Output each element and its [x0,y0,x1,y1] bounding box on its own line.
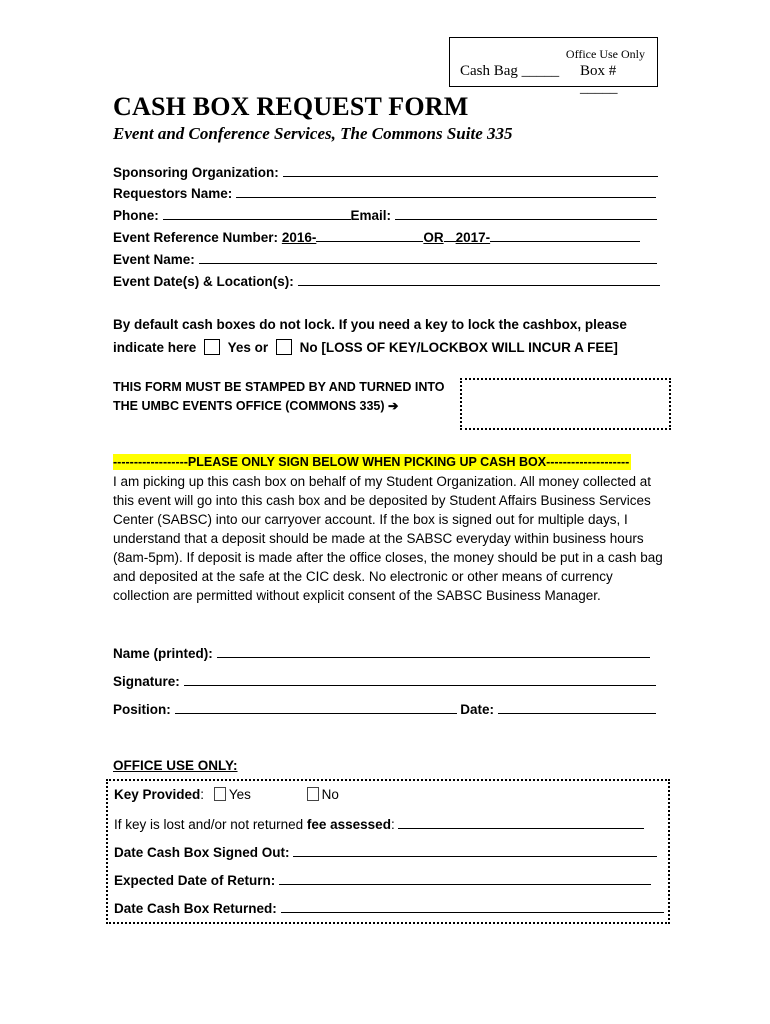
phone-label: Phone: [113,208,159,223]
position-input[interactable] [175,701,457,714]
name-printed-row [113,645,650,662]
date-label: Date: [460,702,495,717]
key-yes-checkbox[interactable] [214,787,226,801]
email-input[interactable] [395,207,657,220]
form-title: CASH BOX REQUEST FORM [113,92,469,121]
indicate-here-label: indicate here [113,340,197,355]
signed-out-input[interactable] [293,844,657,857]
event-ref-row [113,229,640,246]
lock-notice-line1: By default cash boxes do not lock. If you need a key to lock the cashbox, please [113,317,627,332]
event-name-input[interactable] [199,251,657,264]
office-use-label: Office Use Only [565,47,645,61]
stamp-notice-line2: THE UMBC EVENTS OFFICE (COMMONS 335) ➔ [113,399,399,413]
event-ref-spacer [444,229,456,242]
form-subtitle: Event and Conference Services, The Commons Suite 335 [113,124,513,143]
key-no-label: No [321,787,339,802]
office-use-box [449,37,658,96]
key-provided-colon: : [200,787,205,802]
event-name-label: Event Name: [113,252,195,267]
sponsoring-org-label: Sponsoring Organization: [113,165,279,180]
sign-below-banner: ------------------PLEASE ONLY SIGN BELOW WHEN PICKING UP CASH BOX-------------------- [113,455,630,469]
lock-yes-label: Yes or [227,340,269,355]
fee-assessed-input[interactable] [398,816,644,829]
signature-row [113,673,656,690]
email-label: Email: [350,208,392,223]
expected-return-row [114,872,651,888]
expected-return-input[interactable] [279,872,651,885]
returned-row [114,900,664,916]
expected-return-label: Expected Date of Return: [114,873,276,888]
lost-key-label: If key is lost and/or not returned [114,817,304,832]
key-provided-label: Key Provided [114,787,201,802]
fee-assessed-colon: : [390,817,395,832]
requestors-name-input[interactable] [236,185,656,198]
cash-bag-field[interactable]: Cash Bag _____ [460,63,560,79]
name-printed-label: Name (printed): [113,646,213,661]
fee-assessed-row [114,816,644,832]
box-number-field[interactable]: Box # _____ [580,63,618,96]
event-ref-2017-input[interactable] [490,229,640,242]
key-no-checkbox[interactable] [307,787,319,801]
agreement-statement: I am picking up this cash box on behalf of my Student Organization. All money collected at this event will go into this cash box and be deposited by Student Affairs Business Services Center (SABSC) into our carryover account. If the box is signed out for multiple days, I understand that a deposit should be made at the SABSC everyday within business hours (8am-5pm). If deposit is made after the office closes, the money should be put in a cash bag and deposited at the safe at the CIC desk. No electronic or other means of currency collection are permitted without explicit consent of the SABSC Business Manager. [113,474,663,603]
signature-label: Signature: [113,674,180,689]
event-dates-input[interactable] [298,273,660,286]
requestors-name-row [113,185,656,202]
signed-out-label: Date Cash Box Signed Out: [114,845,290,860]
name-printed-input[interactable] [217,645,650,658]
lock-notice-line2 [113,339,618,356]
key-yes-label: Yes [228,787,251,802]
event-dates-row [113,273,660,290]
signed-out-row [114,844,657,860]
phone-input[interactable] [163,207,351,220]
date-input[interactable] [498,701,656,714]
event-name-row [113,251,657,268]
event-dates-label: Event Date(s) & Location(s): [113,274,294,289]
key-provided-row [114,787,339,802]
position-label: Position: [113,702,171,717]
requestors-name-label: Requestors Name: [113,186,233,201]
stamp-notice-line1: THIS FORM MUST BE STAMPED BY AND TURNED INTO [113,380,445,394]
event-ref-2016-input[interactable] [316,229,423,242]
lock-no-checkbox[interactable] [276,339,292,355]
fee-assessed-label: fee assessed [306,817,391,832]
office-use-heading: OFFICE USE ONLY: [113,758,238,773]
event-ref-label: Event Reference Number: [113,230,279,245]
lock-no-label: No [LOSS OF KEY/LOCKBOX WILL INCUR A FEE] [299,340,618,355]
phone-email-row [113,207,657,224]
office-use-area [106,779,670,924]
event-ref-2017-label: 2017- [455,230,491,245]
stamp-box [460,378,671,430]
position-date-row [113,701,656,718]
returned-label: Date Cash Box Returned: [114,901,277,916]
event-ref-2016-label: 2016- [281,230,317,245]
lock-yes-checkbox[interactable] [204,339,220,355]
sponsoring-org-input[interactable] [283,164,658,177]
signature-input[interactable] [184,673,656,686]
event-ref-or-label: OR [423,230,444,245]
sponsoring-org-row [113,164,658,181]
returned-input[interactable] [281,900,664,913]
